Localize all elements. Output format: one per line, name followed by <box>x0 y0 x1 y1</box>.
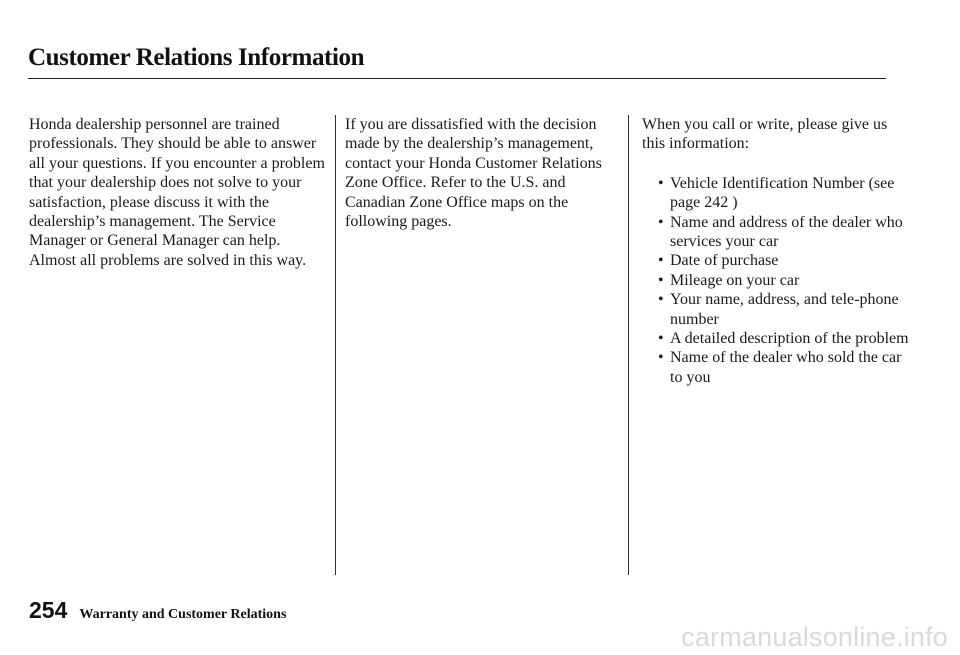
list-item <box>642 174 912 213</box>
list-item <box>642 271 912 290</box>
info-intro: When you call or write, please give us this information: <box>642 116 888 153</box>
column-right <box>642 115 912 387</box>
bullet-icon: • <box>658 213 664 231</box>
info-list <box>642 174 912 387</box>
list-item-text: Vehicle Identification Number (see page 242 ) <box>670 174 895 212</box>
bullet-icon: • <box>658 271 664 289</box>
column-divider-right <box>628 115 629 575</box>
column-divider-left <box>335 115 336 575</box>
watermark: carmanualsonline.info <box>681 622 948 652</box>
dealership-paragraph: Honda dealership personnel are trained professionals. They should be able to answer all your questions. If you encounter a problem that your dealership does not solve to your satisfaction, please discuss it with the dealership’s management. The Service Manager or General Manager can help. Almost all problems are solved in this way. <box>29 116 325 269</box>
zone-office-paragraph: If you are dissatisfied with the decision made by the dealership’s management, contact your Honda Customer Relations Zone Office. Refer to the U.S. and Canadian Zone Office maps on the following pages. <box>345 116 602 231</box>
list-item <box>642 213 912 252</box>
list-item-text: Your name, address, and tele-phone number <box>670 291 899 328</box>
list-item-text: Name and address of the dealer who services your car <box>670 213 903 251</box>
column-left <box>29 115 329 270</box>
list-item-text: Mileage on your car <box>670 271 800 289</box>
list-item <box>642 290 912 329</box>
bullet-icon: • <box>658 330 664 348</box>
list-item-text: A detailed description of the problem <box>670 330 909 348</box>
bullet-icon: • <box>658 349 664 367</box>
list-item <box>642 348 912 387</box>
bullet-icon: • <box>658 291 664 309</box>
bullet-icon: • <box>658 174 664 192</box>
title-rule <box>28 78 886 79</box>
list-item-text: Name of the dealer who sold the car to you <box>670 349 902 386</box>
column-middle <box>345 115 615 231</box>
page-title: Customer Relations Information <box>28 44 365 71</box>
list-item-text: Date of purchase <box>670 252 779 270</box>
bullet-icon: • <box>658 252 664 270</box>
page-footer <box>29 597 286 624</box>
list-item <box>642 329 912 348</box>
list-item <box>642 251 912 270</box>
section-name: Warranty and Customer Relations <box>79 607 287 622</box>
page-number: 254 <box>29 597 68 623</box>
